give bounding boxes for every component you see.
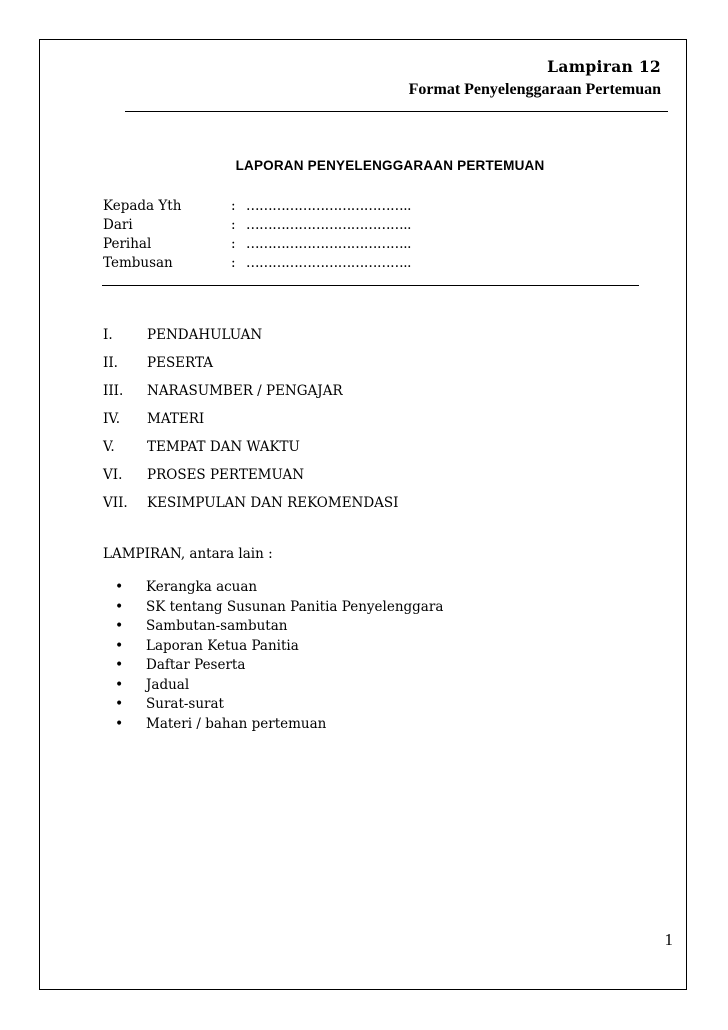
bullet-icon: •: [115, 579, 124, 595]
bullet-icon: •: [115, 637, 124, 654]
section-label: PROSES PERTEMUAN: [147, 467, 305, 483]
section-label: KESIMPULAN DAN REKOMENDASI: [147, 495, 399, 511]
section-number: V.: [103, 439, 115, 455]
bullet-icon: •: [115, 598, 124, 615]
bullet-icon: •: [115, 715, 124, 732]
section-label: MATERI: [147, 411, 205, 427]
attachment-label: Kerangka acuan: [146, 579, 258, 595]
bullet-icon: •: [115, 657, 124, 673]
section-number: VII.: [103, 495, 128, 511]
page-number: 1: [664, 930, 673, 949]
section-number: I.: [103, 327, 113, 343]
address-label: Perihal: [103, 236, 152, 252]
attachment-label: Sambutan-sambutan: [146, 618, 288, 634]
attachment-label: Materi / bahan pertemuan: [146, 715, 327, 732]
bullet-icon: •: [115, 696, 124, 712]
attachments-heading: LAMPIRAN, antara lain :: [103, 546, 273, 562]
lampiran-number: Lampiran 12: [547, 57, 661, 76]
address-colon: :: [231, 255, 236, 271]
attachment-label: Daftar Peserta: [146, 657, 246, 673]
section-label: PENDAHULUAN: [147, 327, 263, 343]
section-number: II.: [103, 355, 118, 371]
address-value: ………………………………..: [246, 217, 411, 233]
section-label: NARASUMBER / PENGAJAR: [147, 383, 343, 399]
header-divider: [125, 111, 668, 112]
address-divider: [102, 285, 639, 286]
bullet-icon: •: [115, 676, 124, 693]
attachment-label: Laporan Ketua Panitia: [146, 637, 299, 654]
address-value: ………………………………..: [246, 198, 411, 214]
address-label: Kepada Yth: [103, 198, 182, 214]
section-label: TEMPAT DAN WAKTU: [147, 439, 300, 455]
address-value: ………………………………..: [246, 255, 411, 271]
report-title: LAPORAN PENYELENGGARAAN PERTEMUAN: [235, 158, 545, 173]
address-label: Dari: [103, 217, 133, 233]
address-colon: :: [231, 198, 236, 214]
address-label: Tembusan: [103, 255, 173, 271]
address-colon: :: [231, 217, 236, 233]
section-number: IV.: [103, 411, 121, 427]
section-label: PESERTA: [147, 355, 213, 371]
attachment-label: Jadual: [146, 676, 190, 693]
address-value: ………………………………..: [246, 236, 411, 252]
bullet-icon: •: [115, 618, 124, 634]
lampiran-subtitle: Format Penyelenggaraan Pertemuan: [408, 81, 661, 98]
address-colon: :: [231, 236, 236, 252]
page-border: [39, 39, 687, 990]
attachment-label: Surat-surat: [146, 696, 224, 712]
attachment-label: SK tentang Susunan Panitia Penyelenggara: [146, 598, 444, 615]
section-number: VI.: [103, 467, 123, 483]
section-number: III.: [103, 383, 124, 399]
